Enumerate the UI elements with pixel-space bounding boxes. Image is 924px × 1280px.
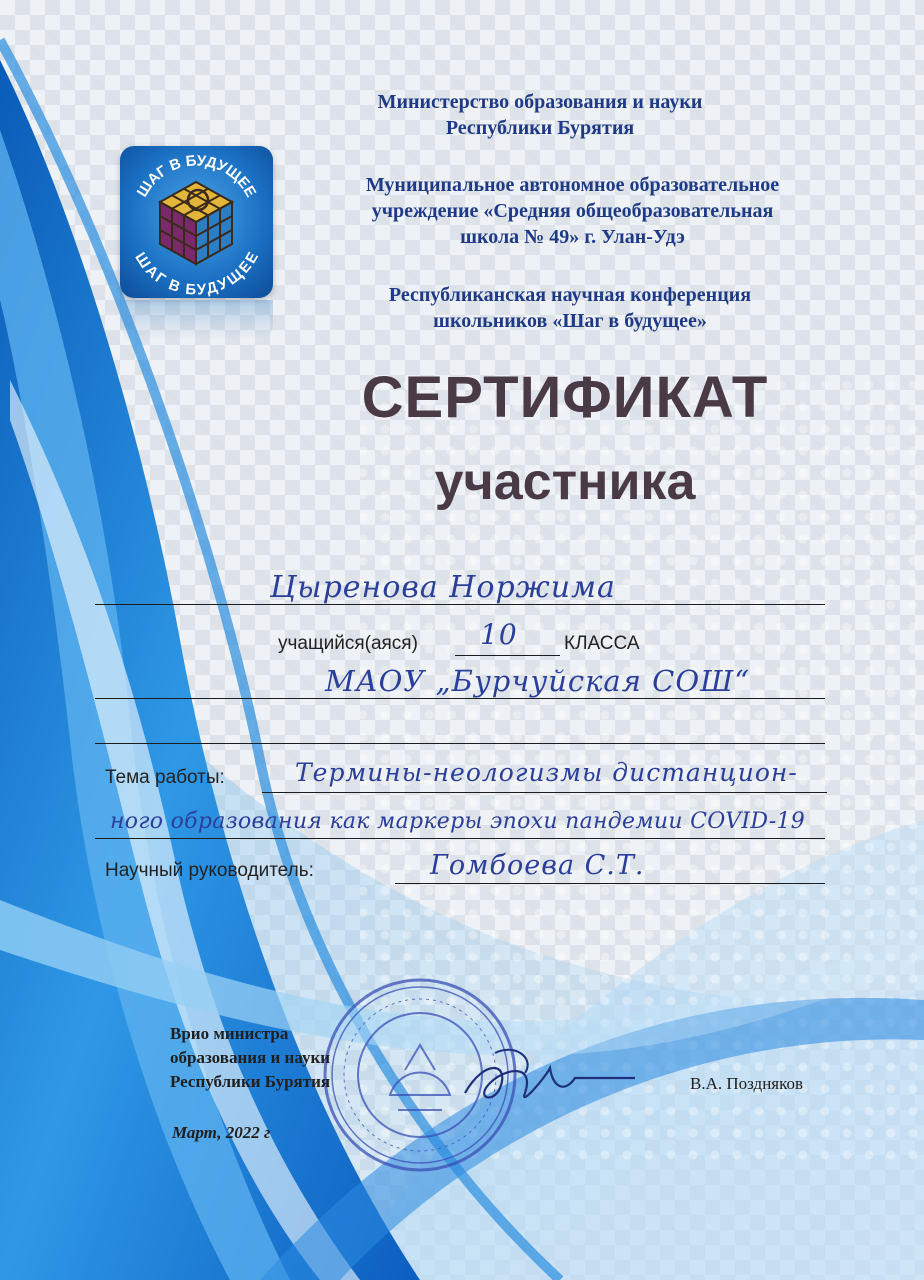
school-line-3: школа № 49» г. Улан-Удэ [460, 226, 685, 248]
certificate-title: СЕРТИФИКАТ [361, 365, 769, 430]
advisor-label: Научный руководитель: [105, 860, 314, 881]
school-line-2: учреждение «Средняя общеобразовательная [371, 200, 774, 222]
topic-line-2: ного образования как маркеры эпохи пандемии COVID-19 [110, 809, 806, 834]
official-line-1: Врио министра [170, 1024, 289, 1043]
conference-line-1: Республиканская научная конференция [388, 284, 752, 306]
grade-underline [455, 655, 560, 656]
topic-line-1: Термины-неологизмы дистанцион- [295, 758, 798, 787]
certificate-subtitle: участника [434, 453, 696, 511]
ministry-line-1: Министерство образования и науки [377, 91, 703, 113]
logo-text-bottom: ШАГ В БУДУЩЕЕ [131, 249, 262, 298]
topic-label: Тема работы: [105, 767, 225, 788]
logo-text-top: ШАГ В БУДУЩЕЕ [133, 152, 260, 201]
school-underline [95, 698, 825, 699]
grade-suffix: КЛАССА [564, 633, 640, 654]
logo-reflection [120, 300, 273, 340]
name-underline [95, 604, 825, 605]
signature-icon [455, 1038, 645, 1118]
ministry-line-2: Республики Бурятия [445, 117, 635, 139]
school-value: МАОУ „Бурчуйская СОШ“ [325, 664, 751, 698]
conference-logo [120, 146, 273, 298]
grade-value: 10 [480, 618, 518, 651]
advisor-underline [395, 883, 825, 884]
blank-underline [95, 743, 825, 744]
student-label: учащийся(аяся) [278, 633, 418, 654]
conference-header [320, 282, 820, 334]
signer-name: В.А. Поздняков [690, 1074, 804, 1093]
advisor-value: Гомбоева С.Т. [430, 850, 645, 881]
official-line-2: образования и науки [170, 1048, 331, 1067]
topic-underline-1 [262, 792, 827, 793]
issue-date: Март, 2022 г [172, 1123, 271, 1142]
participant-name: Цыренова Норжима [270, 570, 616, 605]
rubiks-cube-logo-icon [120, 146, 273, 298]
school-line-1: Муниципальное автономное образовательное [365, 174, 780, 196]
conference-line-2: школьников «Шаг в будущее» [433, 310, 707, 332]
topic-underline-2 [95, 838, 825, 839]
ministry-header [330, 89, 750, 141]
official-block [170, 1022, 330, 1094]
school-header [290, 172, 855, 250]
official-line-3: Республики Бурятия [170, 1072, 331, 1091]
